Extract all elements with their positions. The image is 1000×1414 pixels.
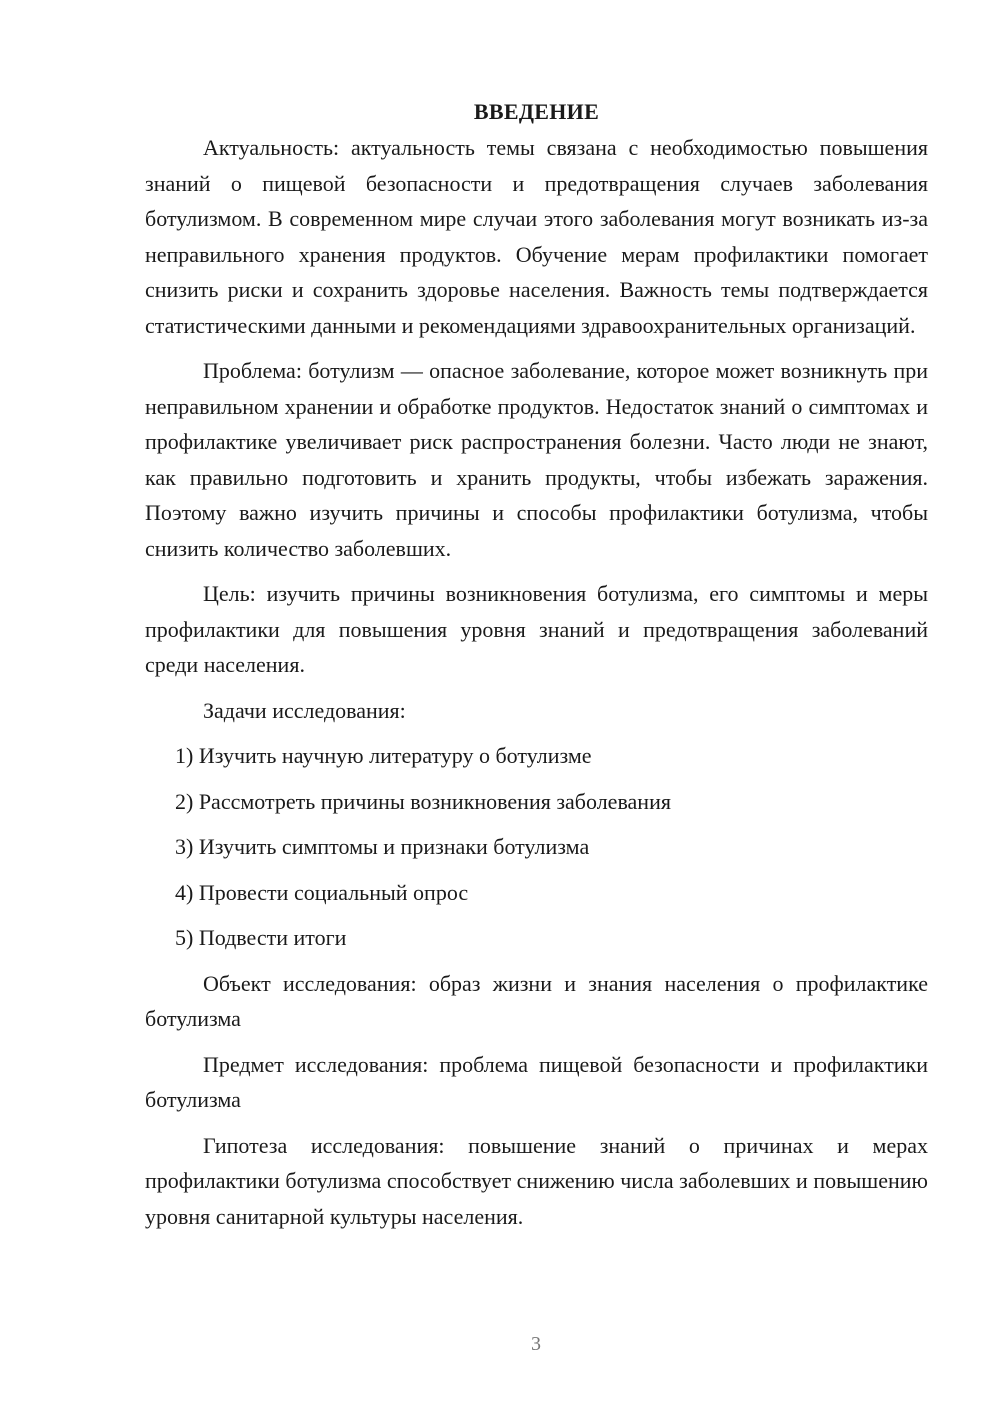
subject-paragraph: Предмет исследования: проблема пищевой безопасности и профилактики ботулизма bbox=[145, 1051, 928, 1112]
tasks-list bbox=[145, 738, 928, 956]
hypothesis-paragraph: Гипотеза исследования: повышение знаний о причинах и мерах профилактики ботулизма способствует снижению числа заболевших и повышению уровня санитарной культуры населения. bbox=[145, 1132, 928, 1229]
problem-paragraph: Проблема: ботулизм — опасное заболевание, которое может возникнуть при неправильном хранении и обработке продуктов. Недостаток знаний о симптомах и профилактике увеличивает риск распространения болезни. Часто люди не знают, как правильно подготовить и хранить продукты, чтобы избежать заражения. Поэтому важно изучить причины и способы профилактики ботулизма, чтобы снизить количество заболевших. bbox=[145, 358, 928, 561]
task-item: 1) Изучить научную литературу о ботулизме bbox=[175, 743, 592, 768]
task-item: 2) Рассмотреть причины возникновения заболевания bbox=[175, 788, 671, 814]
task-item: 5) Подвести итоги bbox=[175, 925, 347, 950]
tasks-heading: Задачи исследования: bbox=[203, 697, 406, 723]
page-number: 3 bbox=[531, 1333, 541, 1355]
section-title: ВВЕДЕНИЕ bbox=[473, 99, 600, 124]
task-item: 4) Провести социальный опрос bbox=[175, 879, 469, 905]
task-item: 3) Изучить симптомы и признаки ботулизма bbox=[175, 834, 590, 859]
object-paragraph: Объект исследования: образ жизни и знания населения о профилактике ботулизма bbox=[145, 970, 928, 1031]
goal-paragraph: Цель: изучить причины возникновения ботулизма, его симптомы и меры профилактики для повышения уровня знаний и предотвращения заболеваний среди населения. bbox=[145, 581, 928, 677]
document-page bbox=[145, 92, 928, 1244]
relevance-paragraph: Актуальность: актуальность темы связана с необходимостью повышения знаний о пищевой безопасности и предотвращения случаев заболевания ботулизмом. В современном мире случаи этого заболевания могут возникать из-за неправильного хранения продуктов. Обучение мерам профилактики помогает снизить риски и сохранить здоровье населения. Важность темы подтверждается статистическими данными и рекомендациями здравоохранительных организаций. bbox=[145, 135, 928, 338]
